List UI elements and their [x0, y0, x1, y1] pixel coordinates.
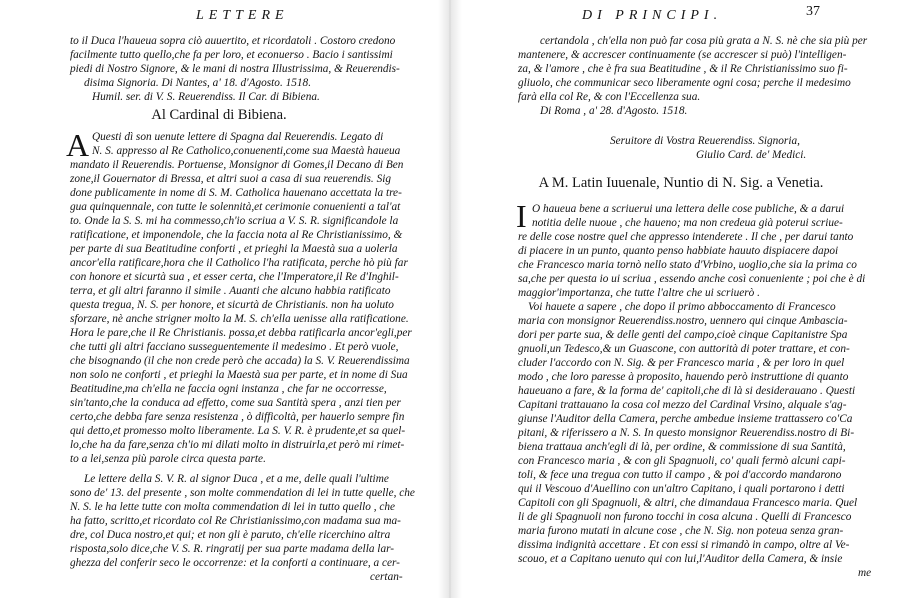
- text-line: Hora le pare,che il Re Christianis. possa,et debba ratificarla ancor'egli,per: [70, 327, 412, 339]
- catchword: certan-: [370, 571, 403, 583]
- text-line: dori per parte sua, & delle genti del campo,cioè cinque Capitanistre Spa: [518, 329, 848, 341]
- text-line: con honore et sicurtà sua , et esser certa, che l'Imperatore,il Re d'Inghil-: [70, 271, 399, 283]
- text-line: notitia delle nuoue , che haueno; ma non credeua già poterui scriue-: [532, 217, 843, 229]
- text-line: terra, et gli altri faranno il simile . Auanti che alcuno habbia ratificato: [70, 285, 391, 297]
- text-line: li de gli Spagnuoli non furono tocchi in cosa alcuna . Quelli di Francesco: [518, 511, 852, 523]
- text-line: questa tregua, N. S. per honore, et sicurtà de Christianis. non ha uoluto: [70, 299, 394, 311]
- text-line: che tutti gli altri facciano susseguentemente il medesimo . Et però vuole,: [70, 341, 399, 353]
- text-line: che Francesco maria tornò nello stato d'Vrbino, uoglio,che sia la prima co: [518, 259, 857, 271]
- text-line: haueuano a fare, & la forma de' capitoli,che di là si desiderauano . Questi: [518, 385, 856, 397]
- text-line: ghezza del conferir seco le occorrenze: et la conforti a continuare, a cer-: [70, 557, 400, 569]
- text-line: qui il Vescouo d'Auellino con un'altro Capitano, i quali portarono i detti: [518, 483, 845, 495]
- letter-heading: A M. Latin Iuuenale, Nuntio di N. Sig. a Venetia.: [538, 175, 824, 191]
- drop-cap: I: [516, 198, 527, 234]
- text-line: N. S. le ha lette tutte con molta commendation di lei in tutto quello , che: [70, 501, 396, 513]
- text-line: maria con monsignor Reuerendiss.nostro, uennero qui cinque Ambascia-: [518, 315, 848, 327]
- text-line: maria furono mutati in alcune cose , che N. Sig. non poteua senza gran-: [518, 525, 844, 537]
- text-line: to a lei,senza più parole circa questa parte.: [70, 453, 266, 465]
- text-line: to il Duca l'haueua sopra ciò auuertito, et ricordatoli . Costoro credono: [70, 35, 396, 47]
- text-line: per parte di sua Beatitudine conforti , et prieghi la Maestà sua a uolerla: [70, 243, 398, 255]
- page-number: 37: [806, 4, 820, 19]
- text-line: dre, col Duca nostro,et qui; et non gli è paruto, ch'elle ricerchino altra: [70, 529, 391, 541]
- text-line: certandola , ch'ella non può far cosa più grata a N. S. nè che sia più per: [540, 35, 868, 47]
- text-line: ancor'ella ratificare,hora che il Catholico l'ha ratificata, perche hò più far: [70, 257, 408, 269]
- text-line: mandato il Reuerendis. Portuense, Monsignor di Gomes,il Decano di Ben: [70, 159, 404, 171]
- text-line: toli, & fece una tregua con tutto il campo , & poi d'accordo mandarono: [518, 469, 842, 481]
- text-line: gliuolo, che communicar seco liberamente ogni cosa; perche il medesimo: [518, 77, 851, 89]
- text-line: non solo ne conforti , et prieghi la Maestà sua per parte, et in nome di Sua: [70, 369, 408, 381]
- text-line: N. S. appresso al Re Catholico,conuenenti,come sua Maestà haueua: [92, 145, 401, 157]
- catchword: me: [858, 567, 872, 579]
- right-page: [462, 0, 900, 598]
- text-line: qui detto,et promesso molto liberamente. La S. V. R. è prudente,et sa quel-: [70, 425, 406, 437]
- text-line: piedi di Nostro Signore, & le mani di nostra Illustrissima, & Reuerendis-: [70, 63, 400, 75]
- text-line: Le lettere della S. V. R. al signor Duca , et a me, delle quali l'ultime: [84, 473, 389, 485]
- text-line: O haueua bene a scriuerui una lettera delle cose publiche, & a darui: [532, 203, 845, 215]
- text-line: Questi dì son uenute lettere di Spagna dal Reuerendis. Legato di: [92, 131, 384, 143]
- text-line: Beatitudine,ma ch'ella ne faccia ogni instanza , che far ne occorresse,: [70, 383, 387, 395]
- drop-cap: A: [66, 127, 90, 163]
- text-line: dissima indignità accettare . Et con essi si rimandò in campo, oltre al Ve-: [518, 539, 850, 551]
- text-line: cluder l'accordo con N. Sig. & per Francesco maria , & per loro in quel: [518, 357, 845, 369]
- text-line: con Francesco maria , & con gli Spagnuoli, co' quali fermò alcuni capi-: [518, 455, 846, 467]
- text-line: gua quinquennale, con tutte le solennità,et cerimonie conuenienti a tal'at: [70, 201, 401, 213]
- text-line: gnuoli,un Tedesco,& un Guascone, con auttorità di poter trattare, et con-: [518, 343, 850, 355]
- text-line: disima Signoria. Di Nantes, a' 18. d'Agosto. 1518.: [84, 77, 312, 89]
- text-line: zone,il Gouernator di Bressa, et altri suoi a casa di sua reuerendis. Sig: [70, 173, 392, 185]
- text-line: biena trattaua anch'egli di là, per ordine, & commissione di sua Santità,: [518, 441, 846, 453]
- text-line: che bisognando (il che non crede però che accada) la S. V. Reuerendissima: [70, 355, 410, 367]
- text-line: done publicamente in nome di S. M. Catholica hauenano accettata la tre-: [70, 187, 402, 199]
- text-line: certo,che debba fare senza resistenza , ò difficoltà, per hauerlo sempre fin: [70, 411, 405, 423]
- text-line: modo , che loro paresse à proposito, hauendo però instruttione di quanto: [518, 371, 849, 383]
- text-line: to. Onde la S. S. mi ha commesso,ch'io scriua a V. S. R. significandole la: [70, 215, 399, 227]
- text-line: giunse l'Auditor della Camera, perche ambedue insieme trattassero co'Ca: [518, 413, 853, 425]
- signature-line: Humil. ser. di V. S. Reuerendiss. Il Car. di Bibiena.: [92, 91, 320, 103]
- text-line: farà ella col Re, & con l'Eccellenza sua.: [518, 91, 701, 103]
- text-line: Capitani trattauano la cosa col mezzo del Cardinal Vrsino, alquale s'ag-: [518, 399, 847, 411]
- text-line: Di Roma , a' 28. d'Agosto. 1518.: [540, 105, 688, 117]
- text-line: re delle cose nostre quel che appresso intenderete . Il che , per darui tanto: [518, 231, 854, 243]
- text-line: sono de' 13. del presente , son molte commendation di lei in tutte quelle, che: [70, 487, 415, 499]
- text-line: mantenere, & accrescer continuamente (se accrescer si può) l'intelligen-: [518, 49, 847, 61]
- text-line: za, & l'amore , che è fra sua Beatitudine , & il Re Christianissimo suo fi-: [518, 63, 848, 75]
- signature-line: Seruitore di Vostra Reuerendiss. Signoria,: [610, 135, 800, 147]
- text-line: lo,che ha da fare,senza ch'io mi dilati molto in distruirla,et però mi rimet-: [70, 439, 405, 451]
- signature-name: Giulio Card. de' Medici.: [696, 149, 807, 161]
- letter-heading: Al Cardinal di Bibiena.: [151, 107, 287, 123]
- text-line: Voi hauete a sapere , che dopo il primo abboccamento di Francesco: [528, 301, 836, 313]
- book-gutter: [438, 0, 462, 598]
- text-line: maggior'importanza, che tutte l'altre che ui scriuerò .: [518, 287, 760, 299]
- text-line: ha fatto, scritto,et ricordato col Re Christianissimo,con madama sua ma-: [70, 515, 401, 527]
- running-head: DI PRINCIPI.: [582, 8, 723, 23]
- text-line: scouo, et a Capitano uenuto qui con lui,l'Auditor della Camera, & insie: [518, 553, 843, 565]
- text-line: di piacere in un punto, quanto penso habbiate hauuto dispiacere dapoi: [518, 245, 839, 257]
- text-line: ratificatione, et imponendole, che la faccia nota al Re Christianissimo, &: [70, 229, 403, 241]
- text-line: sa,che per questa io ui scriua , essendo anche così conueniente ; poi che è di: [518, 273, 866, 285]
- text-line: facilmente tutto quello,che fa per loro, et econuerso . Bacio i santissimi: [70, 49, 393, 61]
- left-page: [0, 0, 438, 598]
- text-line: sin'tanto,che la conduca ad effetto, come sua Santità spera , anzi tien per: [70, 397, 401, 409]
- text-line: sforzare, nè anche strigner molto la M. S. ch'ella uenisse alla ratificatione.: [70, 313, 409, 325]
- text-line: risposta,solo dice,che V. S. R. ringratij per sua parte madama della lar-: [70, 543, 395, 555]
- text-line: Capitoli con gli Spagnuoli, & altri, che dimandaua Francesco maria. Quel: [518, 497, 858, 509]
- text-line: pitani, & riferissero a N. S. In questo monsignor Reuerendiss.nostro di Bi-: [518, 427, 855, 439]
- running-head: LETTERE: [196, 8, 289, 23]
